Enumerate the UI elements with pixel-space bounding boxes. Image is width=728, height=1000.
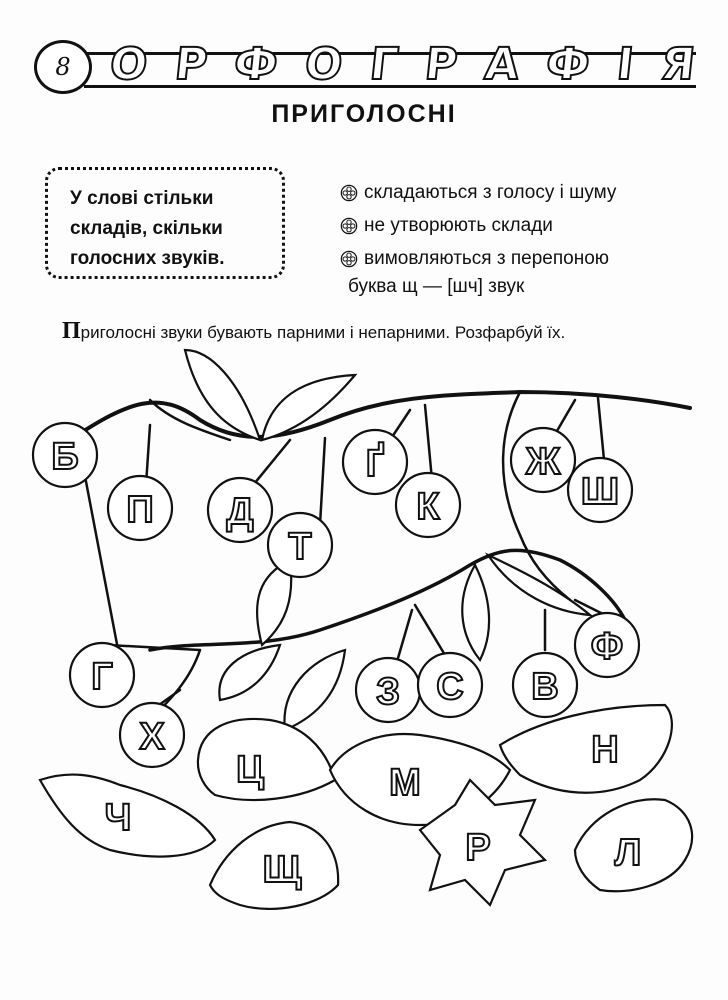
leaf-letter[interactable]: Н [591, 729, 619, 771]
cherry-letter[interactable]: Ґ [365, 443, 385, 485]
instruction-text: риголосні звуки бувають парними і непарними. Розфарбуй їх. [80, 323, 566, 342]
title-letter: Р [172, 38, 210, 90]
title-letter: Р [422, 38, 461, 90]
cherry-letter[interactable]: З [376, 671, 400, 713]
cherry-letter[interactable]: Б [51, 436, 79, 478]
leaf-letter[interactable]: М [389, 762, 421, 804]
page-number: 8 [34, 40, 92, 94]
property-item [340, 242, 720, 275]
title-letter: Г [367, 38, 401, 90]
cherry-letter[interactable]: Ф [590, 626, 624, 668]
cherry-branch-illustration [0, 340, 728, 960]
property-label: складаються з голосу і шуму [364, 181, 617, 203]
cherry-letter[interactable]: Х [139, 716, 165, 758]
leaf-letter[interactable]: Ч [104, 797, 132, 839]
leaf-letter[interactable]: Щ [262, 849, 302, 891]
property-item [340, 176, 720, 209]
section-title: ПРИГОЛОСНІ [271, 100, 457, 128]
title-letter: А [482, 38, 522, 90]
cherry-letter[interactable]: Г [91, 656, 113, 698]
title-letter: О [107, 38, 151, 90]
cherry-letter[interactable]: П [126, 489, 154, 531]
rule-line: голосних звуків. [70, 248, 225, 269]
cherry-letter[interactable]: Д [226, 491, 254, 533]
cherry-letter[interactable]: Т [288, 526, 312, 568]
leaf-letter[interactable]: Р [465, 827, 491, 869]
flower-icon [340, 217, 358, 235]
leaf-letter[interactable]: Ц [236, 749, 264, 791]
title-letter: Ф [543, 38, 593, 90]
consonant-properties [340, 176, 720, 275]
orphography-title [107, 28, 698, 100]
rule-line: У слові стільки [70, 188, 214, 209]
page-header [0, 0, 728, 110]
title-letter: Я [658, 38, 698, 90]
property-item [340, 209, 720, 242]
property-label: не утворюють склади [364, 214, 553, 236]
cherry-letter[interactable]: Ш [580, 471, 620, 513]
title-letter: Ф [231, 38, 281, 90]
cherry-letter[interactable]: В [531, 666, 559, 708]
cherry-letter[interactable]: Ж [525, 441, 561, 483]
letter-note: буква щ — [шч] звук [348, 276, 525, 297]
cherry-letter[interactable]: С [436, 666, 464, 708]
instruction-initial: П [62, 318, 81, 344]
flower-icon [340, 184, 358, 202]
flower-icon [340, 250, 358, 268]
title-letter: О [302, 38, 346, 90]
rule-box [45, 167, 285, 279]
cherry-letter[interactable]: К [416, 486, 440, 528]
title-letter: І [614, 38, 637, 90]
property-label: вимовляються з перепоною [364, 247, 610, 269]
rule-line: складів, скільки [70, 218, 223, 239]
leaf-letter[interactable]: Л [614, 832, 642, 874]
